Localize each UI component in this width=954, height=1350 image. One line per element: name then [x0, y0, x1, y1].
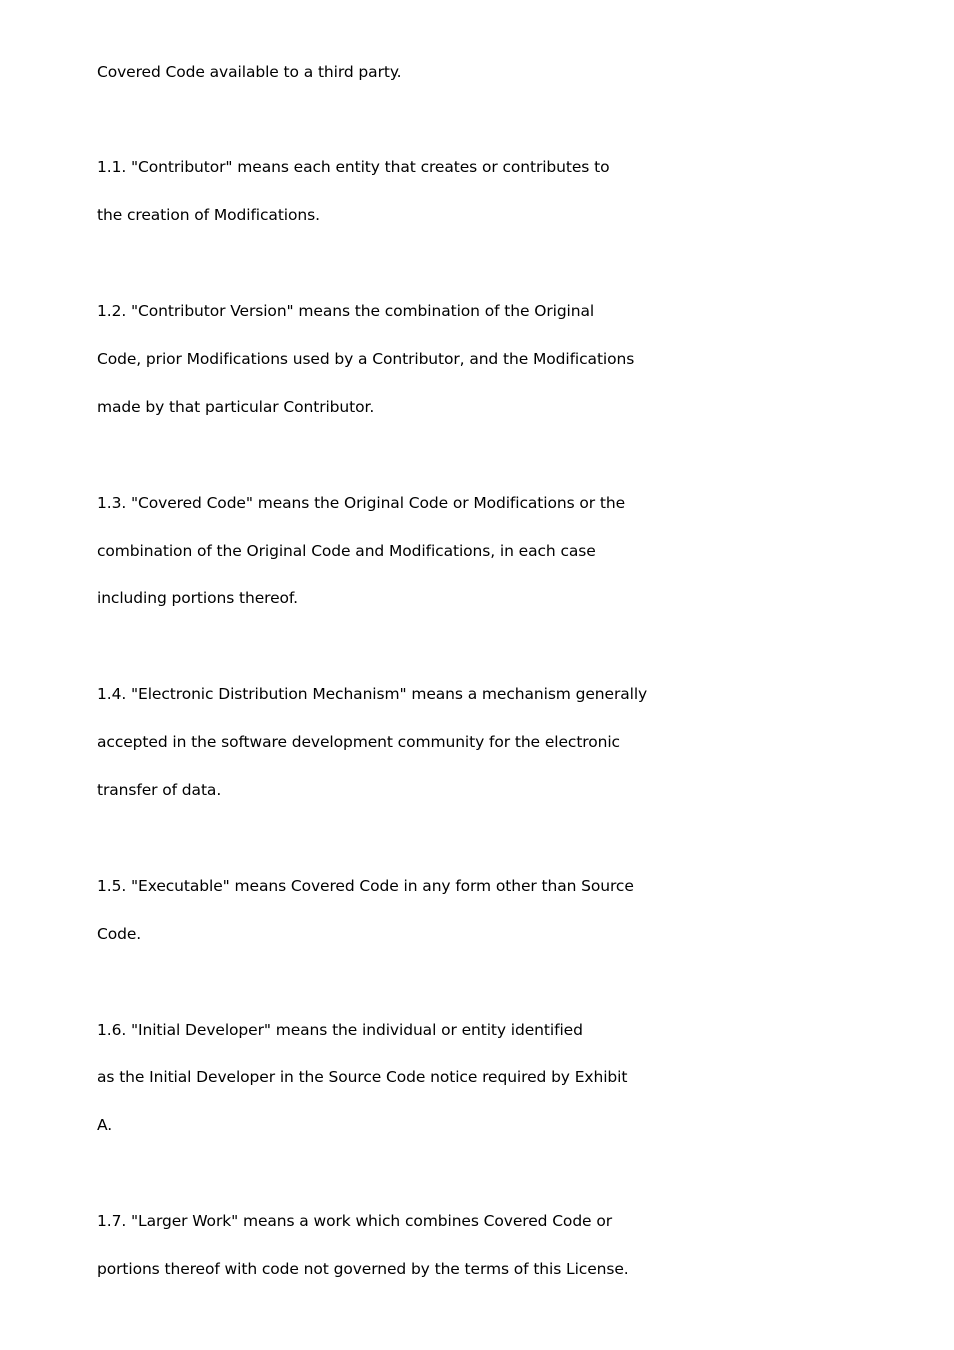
text-line: transfer of data.	[97, 781, 222, 799]
text-line: 1.7. "Larger Work" means a work which combines Covered Code or	[97, 1212, 612, 1230]
text-line: accepted in the software development community for the electronic	[97, 733, 620, 751]
text-line: 1.3. "Covered Code" means the Original Code or Modifications or the	[97, 494, 626, 512]
text-line: combination of the Original Code and Modifications, in each case	[97, 542, 596, 560]
text-line: Covered Code available to a third party.	[97, 63, 402, 81]
text-line: 1.4. "Electronic Distribution Mechanism" means a mechanism generally	[97, 685, 648, 703]
text-line: the creation of Modifications.	[97, 206, 320, 224]
text-line: 1.1. "Contributor" means each entity that creates or contributes to	[97, 158, 610, 176]
text-line: as the Initial Developer in the Source Code notice required by Exhibit	[97, 1068, 628, 1086]
text-line: 1.5. "Executable" means Covered Code in any form other than Source	[97, 877, 634, 895]
text-line: Code.	[97, 925, 142, 943]
text-line: 1.6. "Initial Developer" means the individual or entity identified	[97, 1021, 583, 1039]
text-line: A.	[97, 1116, 113, 1134]
text-line: 1.2. "Contributor Version" means the combination of the Original	[97, 302, 595, 320]
text-line: Code, prior Modifications used by a Contributor, and the Modifications	[97, 350, 635, 368]
text-line: portions thereof with code not governed by the terms of this License.	[97, 1260, 629, 1278]
text-line: made by that particular Contributor.	[97, 398, 375, 416]
text-line: including portions thereof.	[97, 589, 298, 607]
